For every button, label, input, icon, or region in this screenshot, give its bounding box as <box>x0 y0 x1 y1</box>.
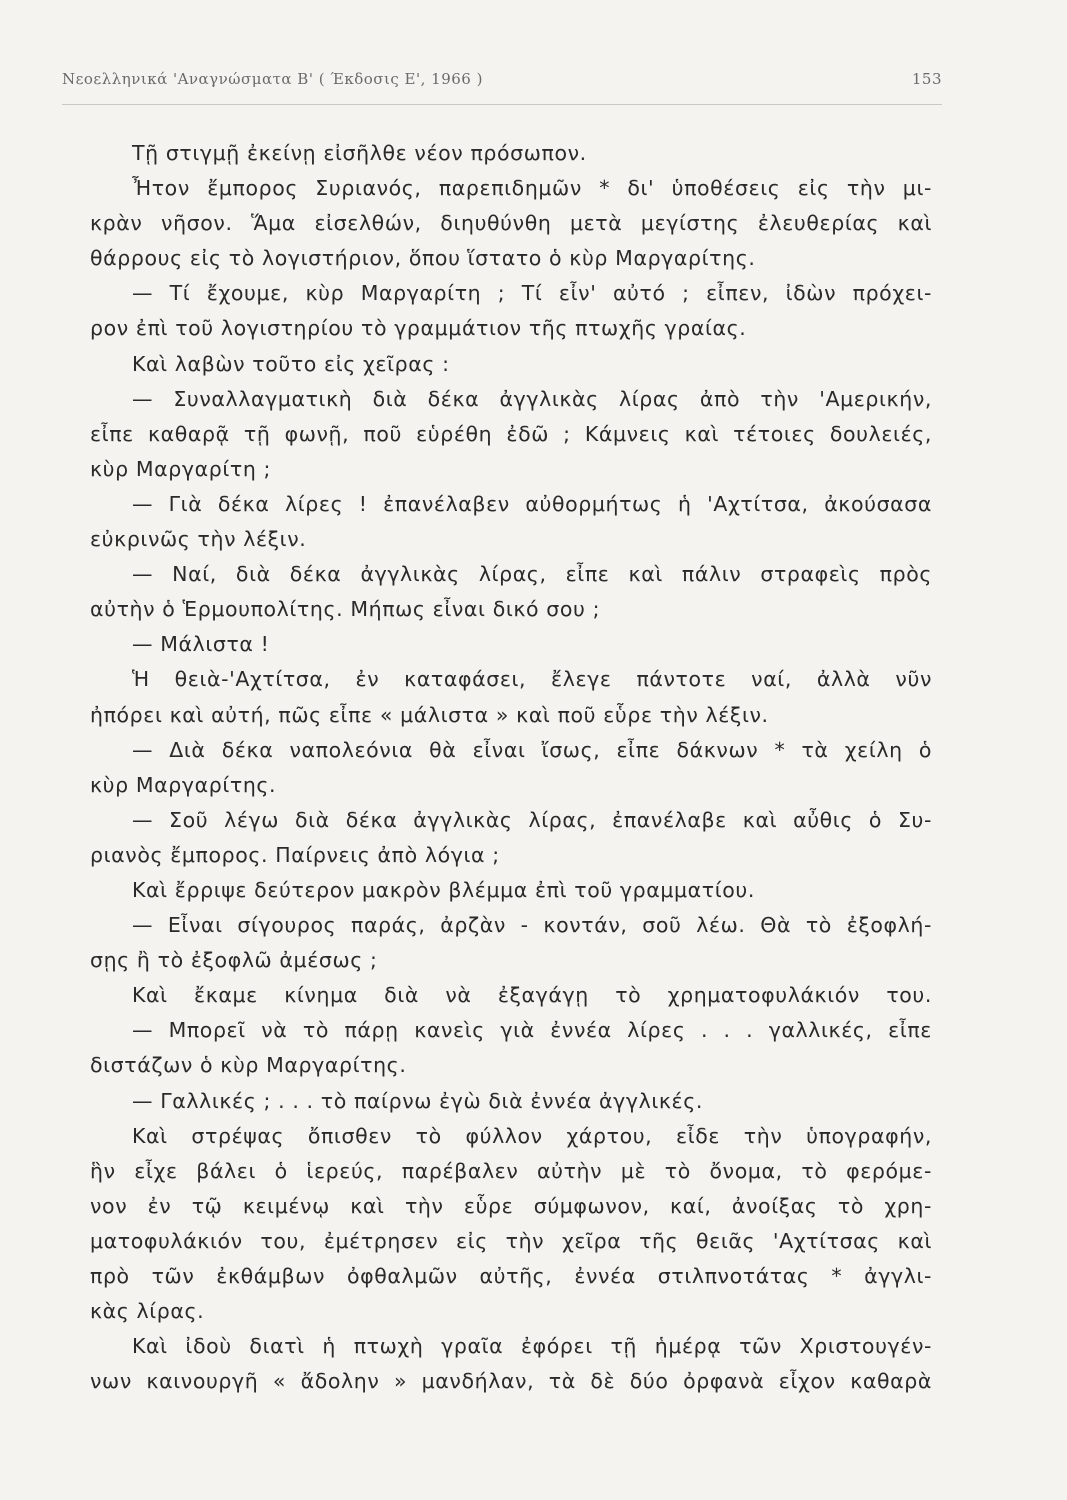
text-line: Τῇ στιγμῇ ἐκείνῃ εἰσῆλθε νέον πρόσωπον. <box>132 141 587 165</box>
text-line: — Εἶναι σίγουρος παράς, ἀρζὰν - κοντάν, σοῦ λέω. Θὰ τὸ ἐξοφλή- <box>132 913 932 938</box>
text-line: — Γιὰ δέκα λίρες ! ἐπανέλαβεν αὐθορμήτως ἡ 'Αχτίτσα, ἀκούσασα <box>132 491 932 516</box>
text-line: ρον ἐπὶ τοῦ λογιστηρίου τὸ γραμμάτιον τῆς πτωχῆς γραίας. <box>90 316 747 341</box>
text-line: εἶπε καθαρᾷ τῇ φωνῇ, ποῦ εὑρέθη ἐδῶ ; Κάμνεις καὶ τέτοιες δουλειές, <box>90 421 932 446</box>
text-line: εὐκρινῶς τὴν λέξιν. <box>90 527 307 552</box>
text-line: Καὶ ἔρριψε δεύτερον μακρὸν βλέμμα ἐπὶ τοῦ γραμματίου. <box>132 877 755 902</box>
text-line: — Διὰ δέκα ναπολεόνια θὰ εἶναι ἴσως, εἶπε δάκνων * τὰ χείλη ὁ <box>132 737 932 762</box>
text-line: ἠπόρει καὶ αὐτή, πῶς εἶπε « μάλιστα » καὶ ποῦ εὗρε τὴν λέξιν. <box>90 702 769 727</box>
text-line: ματοφυλάκιόν του, ἐμέτρησεν εἰς τὴν χεῖρα τῆς θειᾶς 'Αχτίτσας καὶ <box>90 1228 932 1253</box>
book-title: Νεοελληνικά 'Αναγνώσματα Β' ( Έκδοσις Ε', 1966 ) <box>62 70 483 88</box>
text-line: κρὰν νῆσον. Ἅμα εἰσελθών, διηυθύνθη μετὰ μεγίστης ἐλευθερίας καὶ <box>90 211 932 236</box>
text-line: ριανὸς ἔμπορος. Παίρνεις ἀπὸ λόγια ; <box>90 842 500 867</box>
text-line: νων καινουργῆ « ἄδολην » μανδήλαν, τὰ δὲ δύο ὀρφανὰ εἶχον καθαρὰ <box>90 1369 932 1394</box>
text-line: ἣν εἶχε βάλει ὁ ἱερεύς, παρέβαλεν αὐτὴν μὲ τὸ ὄνομα, τὸ φερόμε- <box>90 1158 932 1183</box>
text-line: Ἦτον ἔμπορος Συριανός, παρεπιδημῶν * δι' ὑποθέσεις εἰς τὴν μι- <box>132 176 932 201</box>
text-line: — Γαλλικές ; . . . τὸ παίρνω ἐγὼ διὰ ἐννέα ἀγγλικές. <box>132 1088 703 1113</box>
text-line: — Μάλιστα ! <box>132 632 270 657</box>
page-number: 153 <box>911 70 942 88</box>
text-line: — Σοῦ λέγω διὰ δέκα ἀγγλικὰς λίρας, ἐπανέλαβε καὶ αὖθις ὁ Συ- <box>132 807 932 832</box>
text-line: — Ναί, διὰ δέκα ἀγγλικὰς λίρας, εἶπε καὶ πάλιν στραφεὶς πρὸς <box>132 562 932 587</box>
text-line: θάρρους εἰς τὸ λογιστήριον, ὅπου ἵστατο ὁ κὺρ Μαργαρίτης. <box>90 246 756 271</box>
text-line: — Μπορεῖ νὰ τὸ πάρῃ κανεὶς γιὰ ἐννέα λίρες . . . γαλλικές, εἶπε <box>132 1018 932 1043</box>
text-line: Ἡ θειὰ-'Αχτίτσα, ἐν καταφάσει, ἔλεγε πάντοτε ναί, ἀλλὰ νῦν <box>132 667 932 692</box>
text-line: νον ἐν τῷ κειμένῳ καὶ τὴν εὗρε σύμφωνον, καί, ἀνοίξας τὸ χρη- <box>90 1193 932 1218</box>
text-line: κὰς λίρας. <box>90 1299 205 1324</box>
text-line: πρὸ τῶν ἐκθάμβων ὀφθαλμῶν αὐτῆς, ἐννέα στιλπνοτάτας * ἀγγλι- <box>90 1264 932 1288</box>
text-line: κὺρ Μαργαρίτη ; <box>90 456 272 481</box>
text-line: διστάζων ὁ κὺρ Μαργαρίτης. <box>90 1053 407 1078</box>
text-line: αὐτὴν ὁ Ἑρμουπολίτης. Μήπως εἶναι δικό σου ; <box>90 597 601 622</box>
text-line: σῃς ἢ τὸ ἐξοφλῶ ἀμέσως ; <box>90 948 378 973</box>
running-head <box>62 70 942 100</box>
text-line: — Τί ἔχουμε, κὺρ Μαργαρίτη ; Τί εἶν' αὐτό ; εἶπεν, ἰδὼν πρόχει- <box>132 281 932 306</box>
header-rule <box>62 104 942 105</box>
text-line: Καὶ ἰδοὺ διατὶ ἡ πτωχὴ γραῖα ἐφόρει τῇ ἡμέρᾳ τῶν Χριστουγέν- <box>132 1334 932 1359</box>
text-line: Καὶ ἔκαμε κίνημα διὰ νὰ ἐξαγάγῃ τὸ χρηματοφυλάκιόν του. <box>132 983 932 1008</box>
text-line: Καὶ στρέψας ὄπισθεν τὸ φύλλον χάρτου, εἶδε τὴν ὑπογραφήν, <box>132 1123 932 1148</box>
text-line: κὺρ Μαργαρίτης. <box>90 772 277 797</box>
text-line: — Συναλλαγματικὴ διὰ δέκα ἀγγλικὰς λίρας ἀπὸ τὴν 'Αμερικήν, <box>132 386 932 411</box>
body-text <box>90 136 932 1399</box>
text-line: Καὶ λαβὼν τοῦτο εἰς χεῖρας : <box>132 351 450 376</box>
